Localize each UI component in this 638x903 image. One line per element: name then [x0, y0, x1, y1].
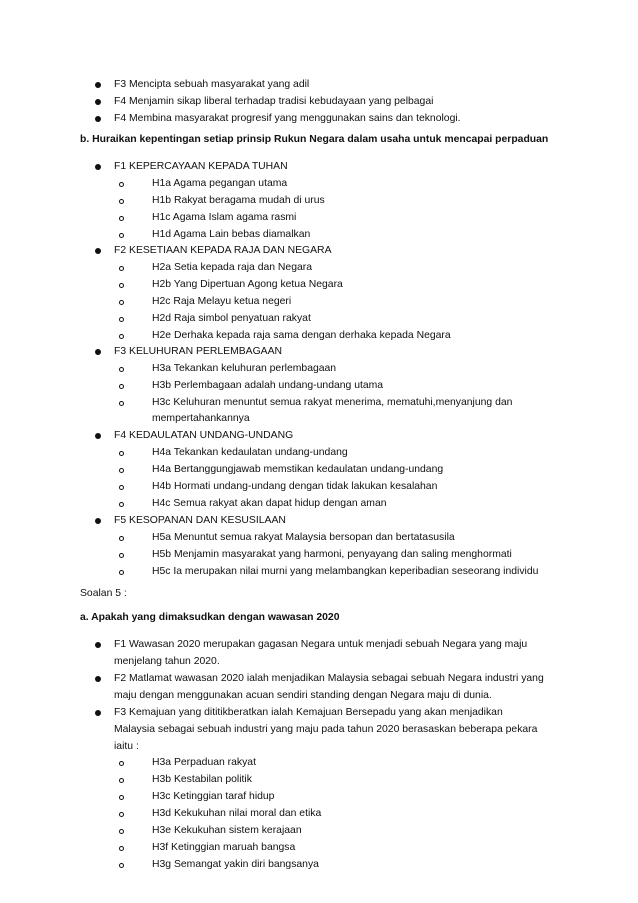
- sub-item: H1d Agama Lain bebas diamalkan: [152, 229, 311, 240]
- list-item: F3 Mencipta sebuah masyarakat yang adil: [114, 79, 310, 90]
- sub-bullet-icon: [119, 367, 124, 372]
- sub-bullet-icon: [119, 761, 124, 766]
- sub-bullet-icon: [119, 401, 124, 406]
- bullet-icon: [95, 433, 101, 439]
- sub-item: H4b Hormati undang-undang dengan tidak lakukan kesalahan: [152, 481, 438, 492]
- sub-item: H3b Perlembagaan adalah undang-undang utama: [152, 380, 384, 391]
- sub-item: H2d Raja simbol penyatuan rakyat: [152, 313, 311, 324]
- sub-bullet-icon: [119, 846, 124, 851]
- sub-bullet-icon: [119, 795, 124, 800]
- sub-item: H3b Kestabilan politik: [152, 774, 252, 785]
- list-item-continuation: maju dengan menggunakan acuan sendiri standing dengan Negara maju di dunia.: [114, 690, 492, 701]
- list-item: F3 KELUHURAN PERLEMBAGAAN: [114, 346, 283, 357]
- section-heading: a. Apakah yang dimaksudkan dengan wawasan 2020: [80, 612, 340, 623]
- sub-bullet-icon: [119, 468, 124, 473]
- sub-bullet-icon: [119, 485, 124, 490]
- sub-item: H5a Menuntut semua rakyat Malaysia bersopan dan bertatasusila: [152, 532, 455, 543]
- list-item: F1 KEPERCAYAAN KEPADA TUHAN: [114, 161, 288, 172]
- sub-bullet-icon: [119, 863, 124, 868]
- sub-item: H5c Ia merupakan nilai murni yang melambangkan keperibadian seseorang individu: [152, 566, 539, 577]
- sub-item: H1c Agama Islam agama rasmi: [152, 212, 297, 223]
- bullet-icon: [95, 248, 101, 254]
- sub-item: H3c Keluhuran menuntut semua rakyat menerima, mematuhi,menyanjung dan: [152, 397, 513, 408]
- sub-bullet-icon: [119, 199, 124, 204]
- sub-item: H3g Semangat yakin diri bangsanya: [152, 859, 319, 870]
- sub-item: H3a Perpaduan rakyat: [152, 757, 256, 768]
- sub-bullet-icon: [119, 300, 124, 305]
- bullet-icon: [95, 349, 101, 355]
- sub-item: H3d Kekukuhan nilai moral dan etika: [152, 808, 322, 819]
- list-item: F4 KEDAULATAN UNDANG-UNDANG: [114, 430, 294, 441]
- sub-bullet-icon: [119, 553, 124, 558]
- section-heading: b. Huraikan kepentingan setiap prinsip Rukun Negara dalam usaha untuk mencapai perpaduan: [80, 134, 549, 145]
- sub-bullet-icon: [119, 451, 124, 456]
- sub-item-continuation: mempertahankannya: [152, 413, 250, 424]
- list-item-continuation: iaitu :: [114, 741, 139, 752]
- sub-item: H3c Ketinggian taraf hidup: [152, 791, 275, 802]
- bullet-icon: [95, 642, 101, 648]
- list-item-continuation: menjelang tahun 2020.: [114, 656, 220, 667]
- sub-bullet-icon: [119, 182, 124, 187]
- sub-item: H3e Kekukuhan sistem kerajaan: [152, 825, 302, 836]
- sub-bullet-icon: [119, 829, 124, 834]
- sub-item: H4a Bertanggungjawab memstikan kedaulatan undang-undang: [152, 464, 444, 475]
- list-item: F4 Membina masyarakat progresif yang menggunakan sains dan teknologi.: [114, 113, 461, 124]
- sub-bullet-icon: [119, 233, 124, 238]
- bullet-icon: [95, 676, 101, 682]
- sub-item: H1b Rakyat beragama mudah di urus: [152, 195, 325, 206]
- list-item-continuation: Malaysia sebagai sebuah industri yang maju pada tahun 2020 berasaskan beberapa pekara: [114, 724, 538, 735]
- sub-bullet-icon: [119, 266, 124, 271]
- sub-item: H2b Yang Dipertuan Agong ketua Negara: [152, 279, 343, 290]
- list-item: F5 KESOPANAN DAN KESUSILAAN: [114, 515, 286, 526]
- bullet-icon: [95, 116, 101, 122]
- sub-item: H3a Tekankan keluhuran perlembagaan: [152, 363, 337, 374]
- bullet-icon: [95, 710, 101, 716]
- sub-bullet-icon: [119, 502, 124, 507]
- sub-bullet-icon: [119, 216, 124, 221]
- bullet-icon: [95, 164, 101, 170]
- list-item: F2 Matlamat wawasan 2020 ialah menjadikan Malaysia sebagai sebuah Negara industri yang: [114, 673, 544, 684]
- sub-item: H2a Setia kepada raja dan Negara: [152, 262, 313, 273]
- sub-bullet-icon: [119, 570, 124, 575]
- bullet-icon: [95, 82, 101, 88]
- sub-item: H4c Semua rakyat akan dapat hidup dengan aman: [152, 498, 387, 509]
- list-item: F4 Menjamin sikap liberal terhadap tradisi kebudayaan yang pelbagai: [114, 96, 434, 107]
- list-item: F3 Kemajuan yang dititikberatkan ialah Kemajuan Bersepadu yang akan menjadikan: [114, 707, 503, 718]
- sub-item: H1a Agama pegangan utama: [152, 178, 288, 189]
- sub-bullet-icon: [119, 283, 124, 288]
- sub-item: H2e Derhaka kepada raja sama dengan derhaka kepada Negara: [152, 330, 451, 341]
- sub-item: H4a Tekankan kedaulatan undang-undang: [152, 447, 348, 458]
- sub-bullet-icon: [119, 778, 124, 783]
- list-item: F2 KESETIAAN KEPADA RAJA DAN NEGARA: [114, 245, 332, 256]
- sub-bullet-icon: [119, 536, 124, 541]
- sub-bullet-icon: [119, 812, 124, 817]
- sub-item: H2c Raja Melayu ketua negeri: [152, 296, 292, 307]
- bullet-icon: [95, 99, 101, 105]
- bullet-icon: [95, 518, 101, 524]
- question-label: Soalan 5 :: [80, 588, 127, 599]
- sub-bullet-icon: [119, 317, 124, 322]
- list-item: F1 Wawasan 2020 merupakan gagasan Negara untuk menjadi sebuah Negara yang maju: [114, 639, 528, 650]
- sub-bullet-icon: [119, 334, 124, 339]
- sub-item: H5b Menjamin masyarakat yang harmoni, penyayang dan saling menghormati: [152, 549, 512, 560]
- sub-item: H3f Ketinggian maruah bangsa: [152, 842, 296, 853]
- sub-bullet-icon: [119, 384, 124, 389]
